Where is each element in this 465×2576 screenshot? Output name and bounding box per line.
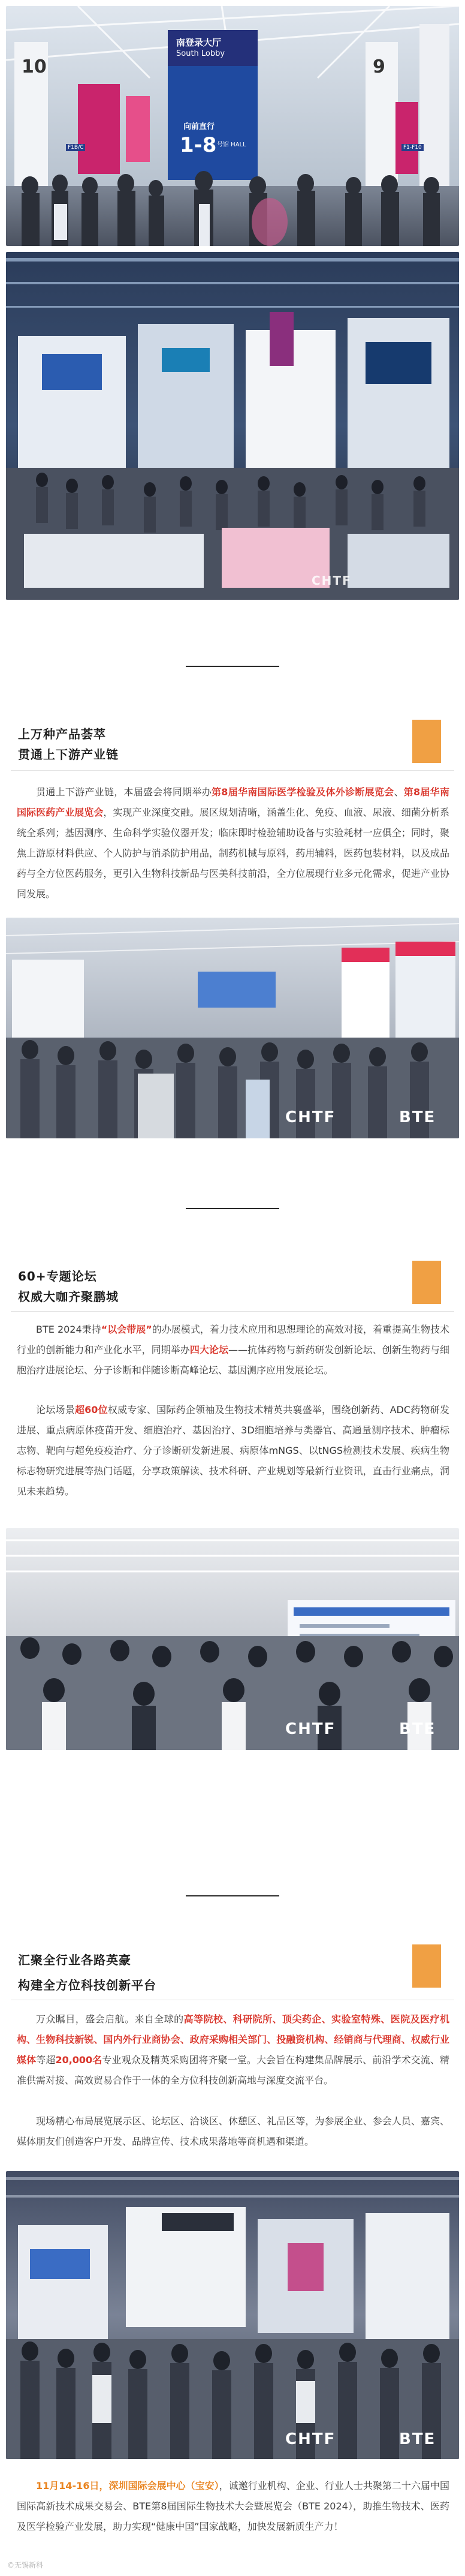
text-run: 专业观众及精英采购团将齐聚一堂。大会旨在构建集品牌展示、前沿学术交流、精准供需对接、高效贸易合作于一体的全方位科技创新高地与深度交流平台。 xyxy=(17,2054,449,2086)
accent-block-1 xyxy=(412,720,441,763)
text-run: 11月14-16日， xyxy=(36,2480,109,2491)
hall-number-left: 10 xyxy=(22,56,47,77)
text-run: ——抗体药物与新药研发创新论坛、创新生物药与细胞治疗进展论坛、分子诊断和伴随诊断高峰论坛、基因测序应用发展论坛。 xyxy=(17,1344,449,1376)
lobby-sign-en: South Lobby xyxy=(176,49,225,58)
text-run: 20,000名 xyxy=(55,2054,102,2066)
section2-rule xyxy=(11,1311,454,1312)
exhibition-crowd-photo xyxy=(6,918,459,1138)
source-watermark: ©无锡新科 xyxy=(7,2561,44,2569)
section3-title-line1: 汇聚全行业各路英豪 xyxy=(18,1953,131,1967)
text-run: ，实现产业深度交融。展区规划清晰，涵盖生化、免疫、血液、尿液、细菌分析系统全系列；基因测序、生命科学实验仪器开发；临床即时检验辅助设备与实验耗材一应俱全；同时，聚焦上游原材料供应、个人防护与消杀防护用品，制药机械与原料，药用辅料，医药包装材料，以及成品药与全方位医药服务，更引入生物科技新品与医美科技前沿，全方位展现行业多元化需求，促进产业协同发展。 xyxy=(17,807,449,900)
accent-block-2 xyxy=(412,1261,441,1304)
accent-block-3 xyxy=(412,1944,441,1988)
chtf-watermark: CHTF xyxy=(285,2430,336,2448)
bte-watermark: BTE xyxy=(399,2430,436,2448)
text-run: BTE 2024秉持 xyxy=(36,1324,101,1335)
section-divider-3 xyxy=(186,1895,279,1896)
text-run: 超60位 xyxy=(74,1404,108,1415)
forum-audience-photo xyxy=(6,1528,459,1750)
section1-rule xyxy=(11,770,454,771)
section2-title-line2: 权威大咖齐聚鹏城 xyxy=(18,1289,119,1304)
section-divider-2 xyxy=(186,1208,279,1209)
bte-watermark: BTE xyxy=(399,1108,436,1126)
text-run: 权威专家、国际药企领袖及生物技术精英共襄盛举，围绕创新药、ADC药物研发进展、重点病原体疫苗开发、细胞治疗、基因治疗、3D细胞培养与类器官、高通量测序技术、肿瘤标志物、靶向与超免疫疫治疗、分子诊断研发新进展、病原体mNGS、以tNGS检测技术发展、疾病生物标志物研究进展等热门话题，分享政策解读、技术科研、产业规划等最新行业资讯，直击行业痛点，洞见未来趋势。 xyxy=(17,1404,449,1497)
section1-title-line1: 上万种产品荟萃 xyxy=(18,727,106,741)
section3-paragraph-1 xyxy=(17,2009,449,2091)
hero-photo-lobby xyxy=(6,6,459,246)
text-run: 现场精心布局展览展示区、论坛区、洽谈区、休憩区、礼品区等，为参展企业、参会人员、嘉宾、媒体朋友们创造客户开发、品牌宣传、技术成果落地等商机遇和渠道。 xyxy=(17,2115,449,2147)
text-run: 、 xyxy=(394,786,404,798)
section3-paragraph-2 xyxy=(17,2111,449,2152)
text-run: “以会带展” xyxy=(101,1324,152,1335)
text-run: 四大论坛 xyxy=(189,1344,229,1355)
booth-crowd-photo xyxy=(6,2171,459,2459)
section1-paragraph xyxy=(17,782,449,904)
section1-title-line2: 贯通上下游产业链 xyxy=(18,747,119,762)
text-run: 论坛场景 xyxy=(36,1404,75,1415)
hall-range: 1-8 xyxy=(180,133,217,157)
pillar-label-right: F1-F10 xyxy=(401,144,424,151)
direction-sign: 向前直行 xyxy=(183,122,215,131)
text-run: 第8届华南国际医药产业展览会 xyxy=(17,786,449,818)
text-run: 贯通上下游产业链，本届盛会将同期举办 xyxy=(36,786,212,798)
section2-paragraph-2 xyxy=(17,1400,449,1502)
text-run: 高等院校、科研院所、顶尖药企、实验室特殊、医院及医疗机构、生物科技新锐、国内外行业商协会、政府采购相关部门、投融资机构、经销商与代理商、权威行业媒体 xyxy=(17,2013,449,2066)
hall-word: 号馆 HALL xyxy=(217,142,246,148)
hall-number-right: 9 xyxy=(373,56,385,77)
section2-title-line1: 60+专题论坛 xyxy=(18,1269,97,1284)
text-run: 深圳国际会展中心（宝安） xyxy=(108,2480,219,2491)
chtf-watermark: CHTF xyxy=(312,573,352,588)
hall-overview-photo xyxy=(6,252,459,600)
chtf-watermark: CHTF xyxy=(285,1108,336,1126)
text-run: 万众瞩目，盛会启航。来自全球的 xyxy=(36,2013,184,2025)
section3-title-line2: 构建全方位科技创新平台 xyxy=(18,1978,156,1992)
text-run: 等超 xyxy=(36,2054,56,2066)
chtf-watermark: CHTF xyxy=(285,1720,336,1738)
section2-paragraph-1 xyxy=(17,1319,449,1381)
bte-watermark: BTE xyxy=(399,1720,436,1738)
section-divider-1 xyxy=(186,666,279,667)
text-run: ，诚邀行业机构、企业、行业人士共聚第二十六届中国国际高新技术成果交易会、BTE第8届国际生物技术大会暨展览会（BTE 2024），助推生物技术、医药及医学检验产业发展，助力实现“健康中国”国家战略，加快发展新质生产力！ xyxy=(17,2480,449,2532)
text-run: 第8届华南国际医学检验及体外诊断展览会 xyxy=(212,786,394,798)
lobby-sign-cn: 南登录大厅 xyxy=(176,37,222,48)
text-run: 的办展模式，着力技术应用和思想理论的高效对接，着重提高生物技术行业的创新能力和产业化水平，同期举办 xyxy=(17,1324,449,1355)
pillar-label-left: F1B/C xyxy=(66,144,85,151)
closing-paragraph xyxy=(17,2476,449,2537)
